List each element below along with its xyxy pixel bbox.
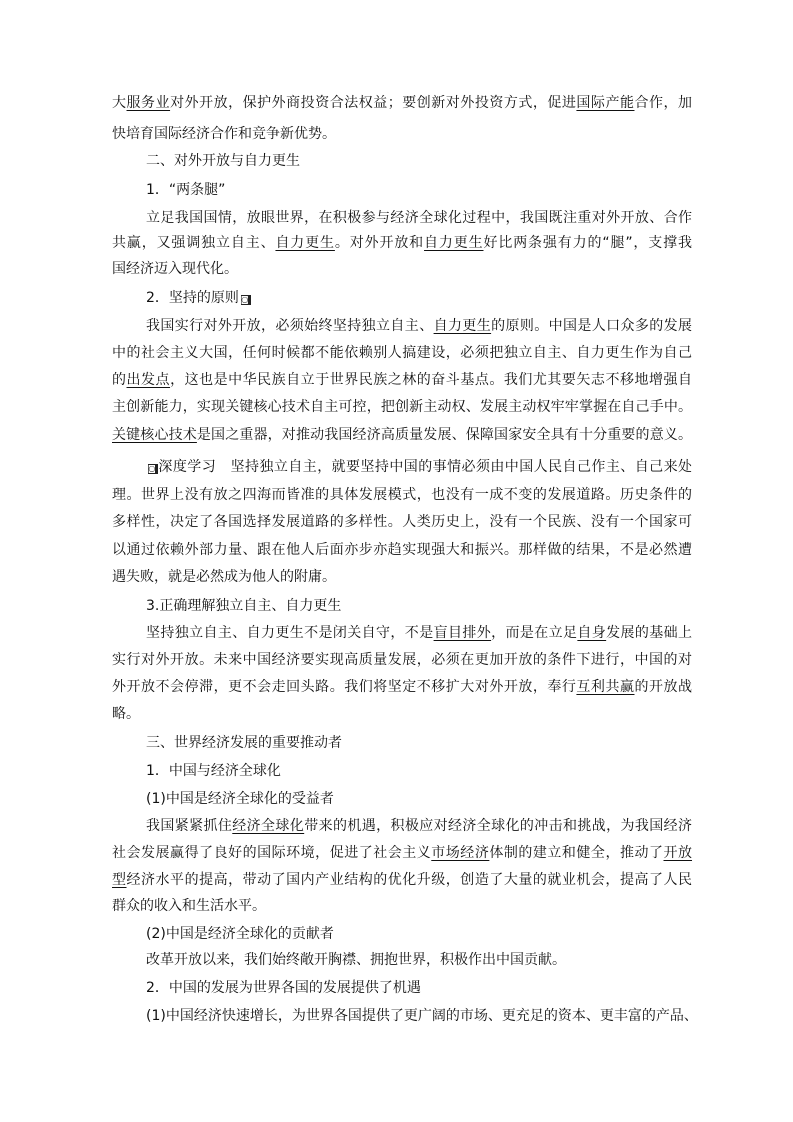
text-run: 2．中国的发展为世界各国的发展提供了机遇	[146, 980, 421, 996]
text-run: ，而是在立足	[491, 625, 578, 641]
text-run: 快培育国际经济合作和竞争新优势。	[112, 126, 336, 142]
text-run: 。对外开放和	[334, 235, 425, 251]
underlined-term: 国际产能	[576, 95, 635, 111]
text-run: (2)中国是经济全球化的贡献者	[146, 926, 334, 942]
underlined-term: 服务业	[126, 95, 171, 111]
text-line	[146, 623, 692, 643]
text-run: 我国紧紧抓住	[146, 818, 233, 834]
text-line	[146, 924, 692, 944]
text-run: 主创新能力，实现关键核心技术自主可控，把创新主动权、发展主动权牢牢掌握在自己手中。	[112, 399, 692, 415]
text-run: 好比两条强有力的“腿”，支撑我	[483, 235, 693, 251]
text-line	[112, 370, 692, 390]
text-run: 外开放不会停滞，更不会走回头路。我们将坚定不移扩大对外开放，奉行	[112, 679, 577, 695]
text-line	[112, 650, 692, 670]
key-point-icon: ◙	[148, 464, 158, 474]
text-line	[146, 316, 692, 336]
key-point-icon: ◙	[241, 295, 251, 305]
underlined-term: 盲目排外	[433, 625, 492, 641]
text-line	[112, 896, 692, 916]
text-line	[146, 816, 692, 836]
underlined-term: 型	[112, 872, 127, 888]
text-run: 三、世界经济发展的重要推动者	[146, 735, 342, 751]
text-run: 发展的基础上	[606, 625, 693, 641]
text-run: 群众的收入和生活水平。	[112, 898, 266, 914]
text-line	[112, 567, 692, 587]
text-line	[112, 677, 692, 697]
text-line	[112, 93, 692, 113]
text-run: 略。	[112, 706, 140, 722]
text-run: 我国实行对外开放，必须始终坚持独立自主、	[146, 318, 434, 334]
text-run: 合作，加	[634, 95, 693, 111]
text-run: 深度学习 坚持独立自主，就要坚持中国的事情必须由中国人民自己作主、自己来处	[158, 459, 692, 475]
text-run: 多样性，决定了各国选择发展道路的多样性。人类历史上，没有一个民族、没有一个国家可	[112, 514, 692, 530]
text-line	[112, 485, 692, 505]
text-line	[146, 1006, 698, 1026]
text-line	[112, 343, 692, 363]
text-run: 1．中国与经济全球化	[146, 763, 281, 779]
underlined-term: 互利共赢	[576, 679, 635, 695]
text-run: 共赢，又强调独立自主、	[112, 235, 276, 251]
underlined-term: 市场经济	[431, 845, 490, 861]
text-run: 的开放战	[634, 679, 693, 695]
text-run: 立足我国国情，放眼世界，在积极参与经济全球化过程中，我国既注重对外开放、合作	[146, 210, 692, 226]
underlined-term: 自力更生	[275, 235, 335, 251]
text-run: 二、对外开放与自力更生	[146, 153, 300, 169]
text-line	[146, 457, 692, 477]
text-line	[146, 151, 692, 171]
text-run: 的原则。中国是人口众多的发展	[491, 318, 693, 334]
text-line	[146, 288, 692, 308]
text-line	[112, 704, 692, 724]
text-line	[112, 540, 692, 560]
text-run: 以通过依赖外部力量、跟在他人后面亦步亦趋实现强大和振兴。那样做的结果，不是必然遭	[112, 542, 692, 558]
text-line	[112, 124, 692, 144]
underlined-term: 开放	[663, 845, 693, 861]
text-run: 实行对外开放。未来中国经济要实现高质量发展，必须在更加开放的条件下进行，中国的对	[112, 652, 692, 668]
text-line	[112, 843, 692, 863]
text-line	[146, 596, 692, 616]
underlined-term: 自力更生	[424, 235, 484, 251]
underlined-term: 自身	[577, 625, 607, 641]
text-run: 国经济迈入现代化。	[112, 261, 238, 277]
text-line	[146, 208, 692, 228]
text-run: 对外开放，保护外商投资合法权益；要创新对外投资方式，促进	[170, 95, 577, 111]
text-line	[146, 978, 692, 998]
text-run: 2．坚持的原则	[146, 290, 239, 306]
text-run: 遇失败，就是必然成为他人的附庸。	[112, 569, 336, 585]
text-run: 大	[112, 95, 127, 111]
text-line	[112, 870, 692, 890]
text-line	[146, 733, 692, 753]
text-run: 坚持独立自主、自力更生不是闭关自守，不是	[146, 625, 434, 641]
text-line	[146, 950, 692, 970]
text-run: 体制的建立和健全，推动了	[489, 845, 664, 861]
text-line	[112, 512, 692, 532]
text-line	[112, 233, 692, 253]
text-run: 经济水平的提高，带动了国内产业结构的优化升级，创造了大量的就业机会，提高了人民	[126, 872, 693, 888]
text-run: ，这也是中华民族自立于世界民族之林的奋斗基点。我们尤其要矢志不移地增强自	[170, 372, 693, 388]
underlined-term: 出发点	[126, 372, 171, 388]
text-run: (1)中国经济快速增长，为世界各国提供了更广阔的市场、更充足的资本、更丰富的产品、	[146, 1008, 698, 1024]
text-run: 1．“两条腿”	[146, 182, 226, 198]
underlined-term: 关键核心技术	[112, 427, 197, 443]
text-run: 改革开放以来，我们始终敞开胸襟、拥抱世界，积极作出中国贡献。	[146, 952, 566, 968]
text-run: 社会发展赢得了良好的国际环境，促进了社会主义	[112, 845, 432, 861]
text-line	[112, 425, 692, 445]
underlined-term: 经济全球化	[232, 818, 305, 834]
text-line	[146, 761, 692, 781]
text-run: 理。世界上没有放之四海而皆准的具体发展模式，也没有一成不变的发展道路。历史条件的	[112, 487, 692, 503]
text-run: (1)中国是经济全球化的受益者	[146, 791, 334, 807]
text-run: 的	[112, 372, 127, 388]
text-line	[112, 259, 692, 279]
text-run: 是国之重器，对推动我国经济高质量发展、保障国家安全具有十分重要的意义。	[196, 427, 693, 443]
text-run: 3.正确理解独立自主、自力更生	[146, 598, 342, 614]
text-run: 中的社会主义大国，任何时候都不能依赖别人搞建设，必须把独立自主、自力更生作为自己	[112, 345, 692, 361]
text-line	[146, 180, 692, 200]
text-line	[146, 789, 692, 809]
text-run: 带来的机遇，积极应对经济全球化的冲击和挑战，为我国经济	[304, 818, 693, 834]
text-line	[112, 397, 692, 417]
underlined-term: 自力更生	[433, 318, 492, 334]
